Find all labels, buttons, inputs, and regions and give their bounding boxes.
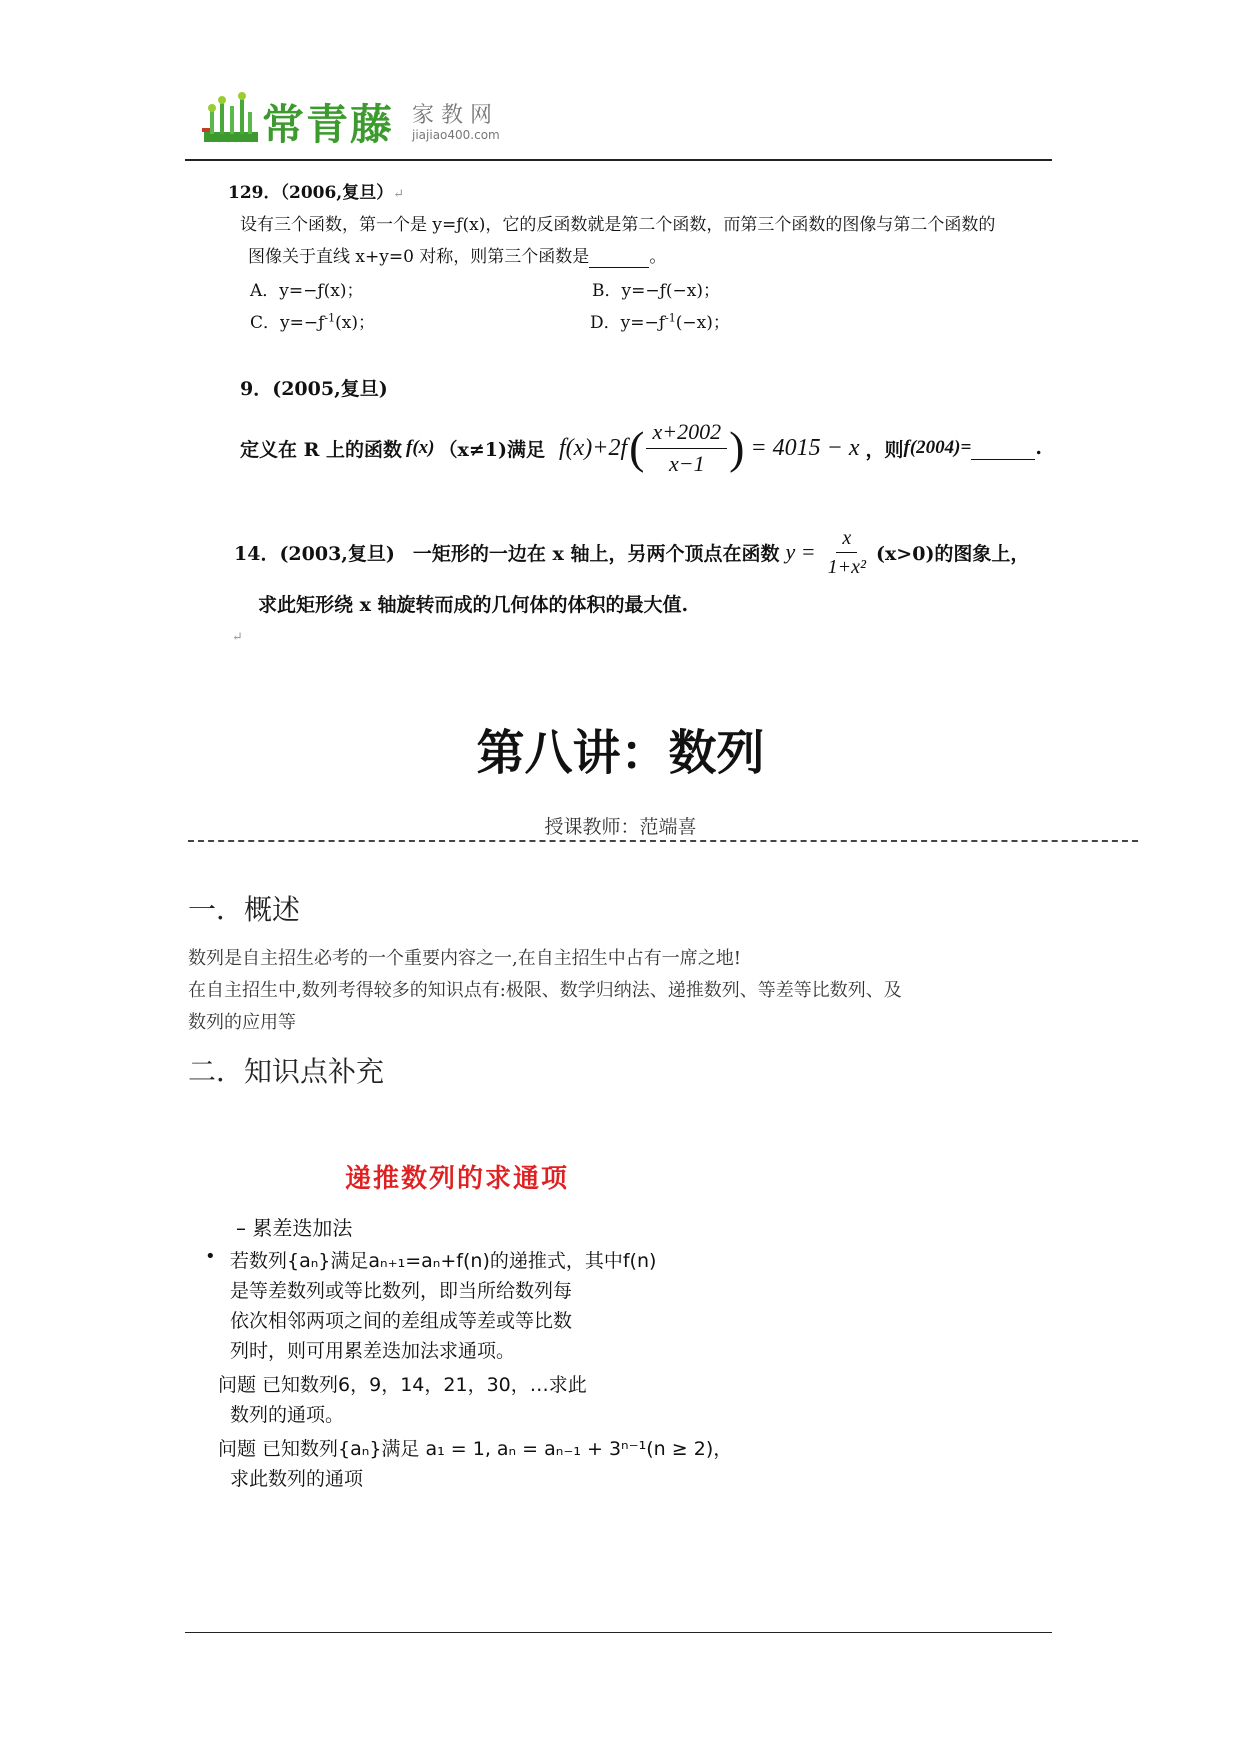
slide-bullet-icon: • [205,1246,216,1267]
slide-subtitle: – 累差迭加法 [236,1216,353,1240]
q9-body: 定义在 R 上的函数 f(x) （x≠1)满足 f(x)+2f ( $\frac{x+2002}{x-1}$ ) = 4015 − x ，则 f(2004)= . [240,419,1042,476]
slide-problem2-line2: 求此数列的通项 [230,1468,364,1490]
slide-bullet-line3: 依次相邻两项之间的差组成等差或等比数 [230,1310,573,1332]
slide-problem2-line1: 问题 已知数列{aₙ}满足 a₁ = 1, aₙ = aₙ₋₁ + 3ⁿ⁻¹(n ≥ 2)， [218,1438,733,1460]
slide-problem1-line1: 问题 已知数列6，9，14，21，30，…求此 [218,1374,587,1396]
q9-title: 9．(2005,复旦) [240,378,388,400]
logo [200,88,530,148]
header-rule [185,159,1052,161]
q9-equation-lhs: f(x)+2f [558,434,628,461]
answer-blank [971,437,1035,460]
slide-problem1-line2: 数列的通项。 [230,1404,345,1426]
section1-para2: 在自主招生中,数列考得较多的知识点有:极限、数学归纳法、递推数列、等差等比数列、及 [188,980,902,1001]
logo-url: jiajiao400.com [412,128,500,142]
q9-fraction: $\frac{x+2002}{x-1}$ [646,420,727,475]
logo-subtitle: 家 教 网 [412,103,492,128]
q9-equation-rhs: = 4015 − x [750,434,860,461]
footer-rule [185,1632,1052,1633]
lecture-title: 第八讲：数列 [476,725,765,781]
slide-title: 递推数列的求通项 [345,1164,570,1194]
q129-title: 129．（2006,复旦）↵ [228,183,405,203]
dashed-rule [188,840,1138,842]
slide-bullet-line1: 若数列{aₙ}满足aₙ₊₁=aₙ+f(n)的递推式，其中f(n) [230,1250,657,1272]
q14-fraction: $\frac{x}{\text{1+x²}}$ [827,526,866,578]
answer-blank [589,247,649,268]
section1-para3: 数列的应用等 [188,1012,296,1033]
section1-para1: 数列是自主招生必考的一个重要内容之一,在自主招生中占有一席之地! [188,948,741,969]
q129-line2: 图像关于直线 x+y=0 对称，则第三个函数是 。 [248,247,667,267]
q14-line2: 求此矩形绕 x 轴旋转而成的几何体的体积的最大值. [258,594,689,616]
q129-option-c: C．$y=-ƒ^{-1}(x)$； [250,311,375,333]
teacher-line: 授课教师：范端喜 [544,816,697,838]
q14-line1: 14．(2003,复旦) 一矩形的一边在 x 轴上，另两个顶点在函数 y = $\frac{x}{\text{1+x²}}$ (x>0)的图象上， [234,526,1030,578]
q129-option-a: A．y=−ƒ(x)； [250,281,364,301]
slide-bullet-line4: 列时，则可用累差迭加法求通项。 [230,1340,516,1362]
section2-heading: 二．知识点补充 [188,1055,385,1088]
section1-heading: 一．概述 [188,893,301,926]
q129-option-d: D．$y=-ƒ^{-1}(-x)$； [590,311,730,333]
plant-logo-icon [200,88,262,148]
paragraph-mark: ↵ [232,630,243,645]
q129-line1: 设有三个函数，第一个是 y=ƒ(x)，它的反函数就是第二个函数，而第三个函数的图像与第二个函数的 [240,215,996,235]
q129-option-b: B．y=−ƒ(−x)； [592,281,720,301]
slide-bullet-line2: 是等差数列或等比数列，即当所给数列每 [230,1280,573,1302]
logo-text: 常青藤 [262,100,395,149]
